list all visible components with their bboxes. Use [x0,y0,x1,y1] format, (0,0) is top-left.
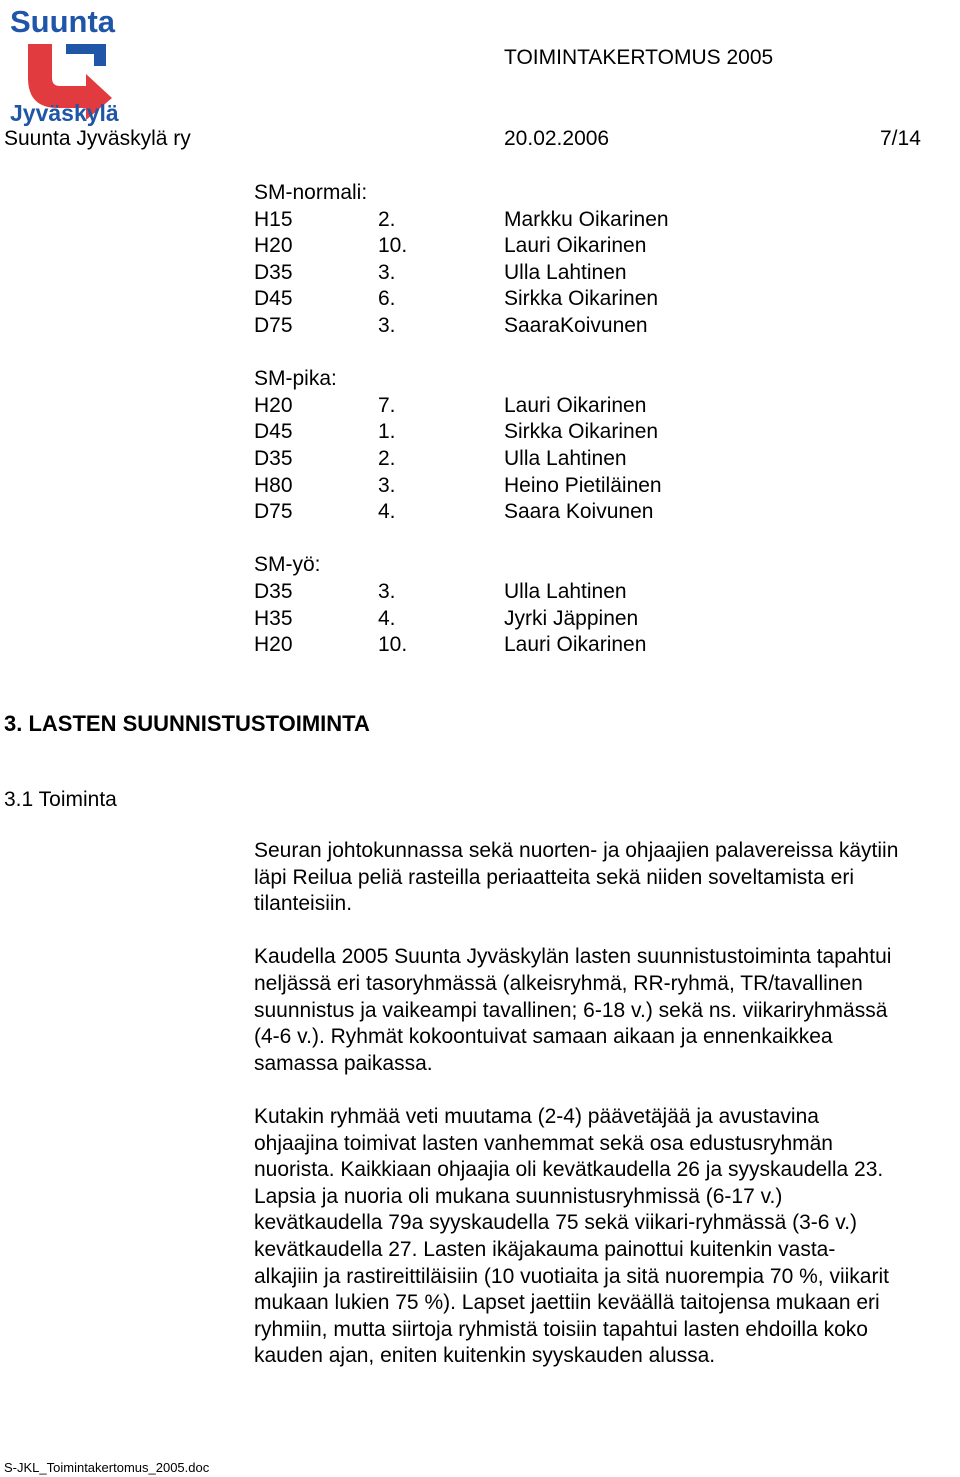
logo-arrow-blue-icon [66,44,106,66]
paragraph [254,838,960,918]
section-heading: 3. LASTEN SUUNNISTUSTOIMINTA [4,711,370,736]
result-row [254,286,659,313]
result-row [254,419,659,446]
result-name: Heino Pietiläinen [504,473,662,497]
paragraph-line: Kutakin ryhmää veti muutama (2-4) päävetäjää ja avustavina [254,1104,819,1128]
result-name: SaaraKoivunen [504,313,648,337]
result-place: 3. [378,260,396,284]
result-name: Lauri Oikarinen [504,234,647,258]
paragraph-line: Lapsia ja nuoria oli mukana suunnistusryhmissä (6-17 v.) [254,1184,783,1208]
result-name: Sirkka Oikarinen [504,287,659,311]
result-class: H15 [254,207,293,231]
paragraph-line: mukaan lukien 75 %). Lapset jaettiin keväällä taitojensa mukaan eri [254,1291,880,1315]
result-place: 6. [378,287,396,311]
logo-text-top: Suunta [10,4,116,39]
result-class: D45 [254,420,293,444]
organization-name: Suunta Jyväskylä ry [4,127,191,150]
result-place: 1. [378,420,396,444]
result-class: H80 [254,473,293,497]
result-class: H20 [254,393,293,417]
result-row [254,579,627,606]
result-class: D75 [254,500,293,524]
results-group-title: SM-yö: [254,553,321,577]
paragraph-line: läpi Reilua peliä rasteilla periaatteita sekä niiden soveltamista eri [254,865,854,889]
result-name: Lauri Oikarinen [504,633,647,657]
result-name: Ulla Lahtinen [504,446,627,470]
paragraph-line: Kaudella 2005 Suunta Jyväskylän lasten suunnistustoiminta tapahtui [254,945,892,969]
result-row [254,632,647,659]
result-place: 3. [378,473,396,497]
result-name: Markku Oikarinen [504,207,669,231]
paragraph-line: kevätkaudella 79a syyskaudella 75 sekä viikari-ryhmässä (3-6 v.) [254,1211,858,1235]
paragraph-line: alkajiin ja rastireittiläisiin (10 vuotiaita ja sitä nuorempia 70 %, viikarit [254,1264,889,1288]
results-list [254,180,669,659]
result-class: D45 [254,287,293,311]
result-class: D35 [254,260,293,284]
paragraph [254,944,960,1077]
result-name: Sirkka Oikarinen [504,420,659,444]
paragraph-line: ohjaajina toimivat lasten vanhemmat sekä osa edustusryhmän [254,1131,833,1155]
paragraph-line: ryhmiin, mutta siirtoja ryhmistä toisiin tapahtui lasten ehdoilla koko [254,1317,868,1341]
result-place: 3. [378,313,396,337]
result-place: 7. [378,393,396,417]
result-row [254,393,647,420]
paragraph [254,1104,960,1370]
result-class: D35 [254,446,293,470]
footer-filename: S-JKL_Toimintakertomus_2005.doc [4,1460,210,1475]
result-place: 2. [378,446,396,470]
paragraph-line: suunnistus ja vaikeampi tavallinen; 6-18 v.) sekä ns. viikariryhmässä [254,998,888,1022]
paragraph-line: Seuran johtokunnassa sekä nuorten- ja ohjaajien palavereissa käytiin [254,839,899,862]
results-group-title: SM-pika: [254,367,337,391]
result-row [254,233,647,260]
result-class: H20 [254,633,293,657]
group-spacer [254,526,367,553]
result-place: 10. [378,633,408,657]
result-name: Saara Koivunen [504,500,654,524]
document-date: 20.02.2006 [504,127,610,150]
result-row [254,606,639,633]
paragraph-line: kauden ajan, eniten kuitenkin syyskauden alussa. [254,1344,716,1368]
result-name: Ulla Lahtinen [504,260,627,284]
page-number: 7/14 [880,127,921,150]
suunta-logo [6,4,124,126]
result-row [254,260,627,287]
result-row [254,499,654,526]
results-group-title: SM-normali: [254,181,368,204]
paragraph-line: samassa paikassa. [254,1051,433,1075]
group-spacer [254,340,367,367]
result-name: Ulla Lahtinen [504,579,627,603]
result-place: 3. [378,579,396,603]
result-row [254,207,669,234]
result-row [254,313,648,340]
result-place: 4. [378,500,396,524]
result-name: Lauri Oikarinen [504,393,647,417]
result-row [254,473,662,500]
subsection-heading: 3.1 Toiminta [4,788,117,811]
result-place: 4. [378,606,396,630]
paragraph-line: tilanteisiin. [254,892,353,916]
paragraph-line: nuorista. Kaikkiaan ohjaajia oli kevätkaudella 26 ja syyskaudella 23. [254,1158,884,1182]
result-class: D35 [254,579,293,603]
result-place: 10. [378,234,408,258]
result-class: H35 [254,606,293,630]
section-body [254,838,960,1396]
result-place: 2. [378,207,396,231]
document-title: TOIMINTAKERTOMUS 2005 [504,46,774,69]
logo-text-bottom: Jyväskylä [10,100,119,126]
result-class: D75 [254,313,293,337]
result-row [254,446,627,473]
result-name: Jyrki Jäppinen [504,606,639,630]
paragraph-line: kevätkaudella 27. Lasten ikäjakauma painottui kuitenkin vasta- [254,1237,836,1261]
result-class: H20 [254,234,293,258]
paragraph-line: (4-6 v.). Ryhmät kokoontuivat samaan aikaan ja ennenkaikkea [254,1025,833,1049]
paragraph-line: neljässä eri tasoryhmässä (alkeisryhmä, RR-ryhmä, TR/tavallinen [254,971,863,995]
